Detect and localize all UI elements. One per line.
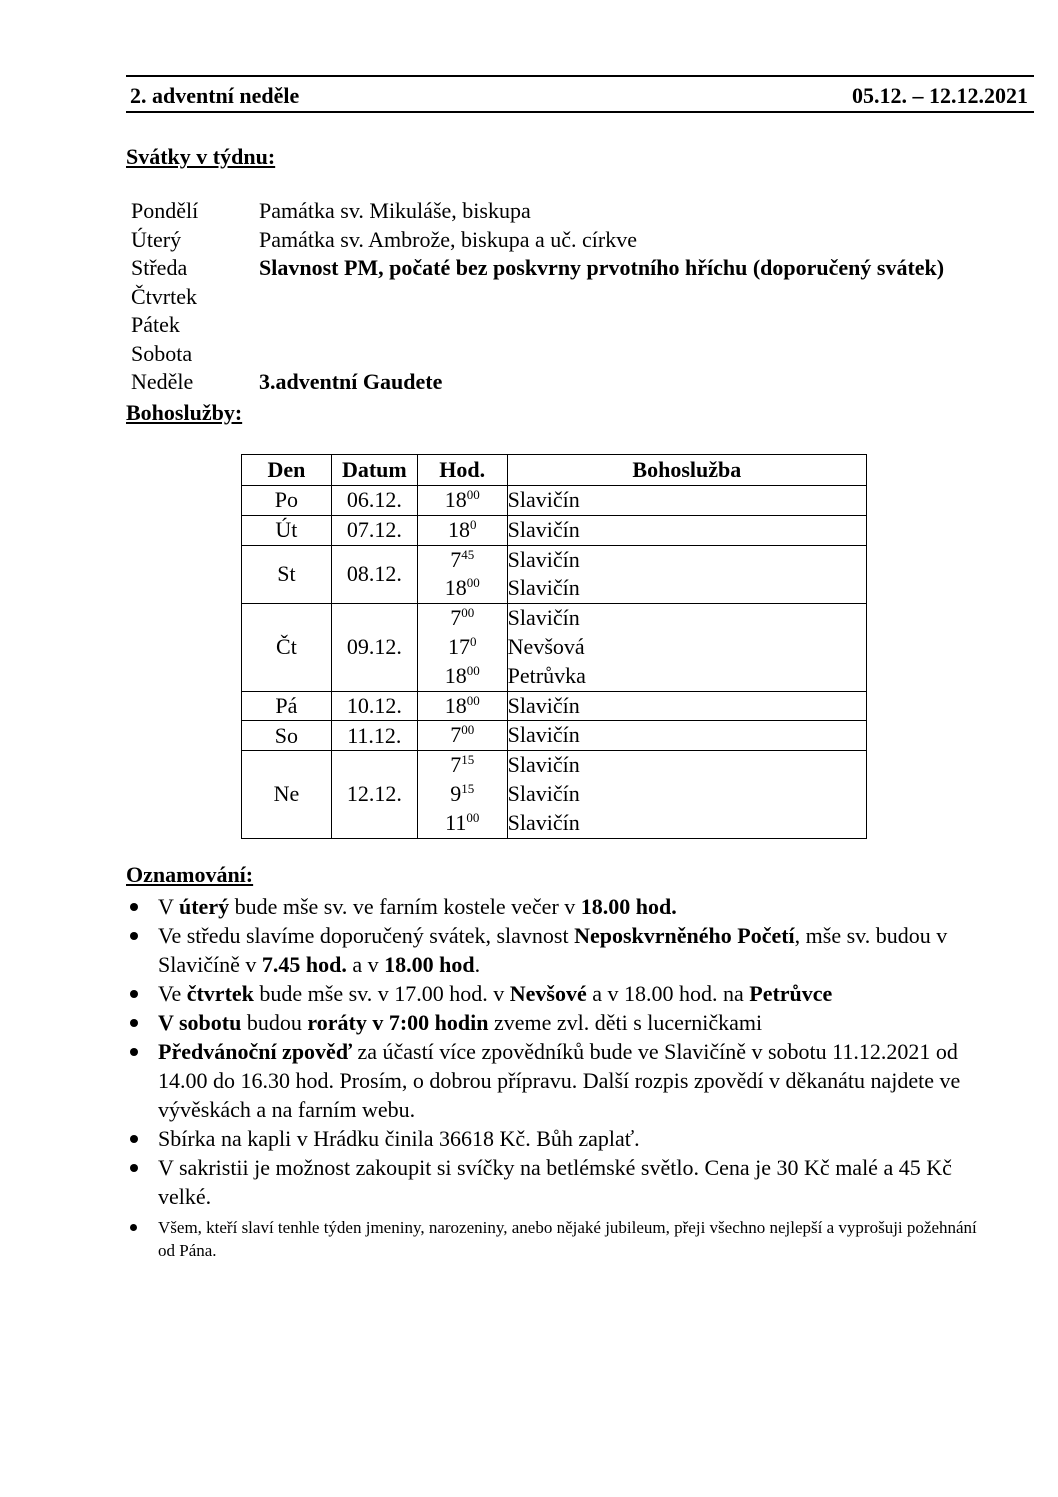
feast-day: Pátek — [131, 312, 180, 337]
feast-day: Úterý — [131, 226, 182, 252]
service-time — [418, 721, 507, 750]
time-hour: 18 — [444, 487, 467, 512]
feast-day: Neděle — [131, 369, 194, 394]
service-place: Slavičín — [507, 605, 580, 631]
time-minutes: 00 — [466, 809, 480, 825]
service-time — [418, 633, 507, 662]
time-hour: 17 — [447, 633, 470, 659]
announcement-bold-text: Předvánoční zpověď — [158, 1039, 352, 1064]
service-day: Ne — [242, 751, 332, 838]
announcement-bold-text: 18.00 hod — [384, 952, 475, 977]
time-hour: 18 — [447, 516, 470, 542]
service-hours — [417, 604, 507, 691]
announcement-text: budou — [241, 1010, 308, 1035]
table-row — [242, 604, 867, 691]
table-row — [242, 515, 867, 545]
bulletin-header — [126, 75, 1034, 113]
service-time — [418, 662, 507, 691]
announcement-text: . — [474, 952, 481, 977]
service-place: Slavičín — [507, 546, 580, 572]
service-day: Út — [242, 515, 332, 545]
time-hour: 18 — [444, 575, 467, 601]
service-time — [418, 751, 507, 780]
feast-name: Památka sv. Ambrože, biskupa a uč. církve — [259, 226, 637, 252]
time-minutes: 15 — [461, 752, 475, 768]
service-time — [418, 604, 507, 633]
service-hours — [417, 751, 507, 838]
announcement-bold-text: roráty v 7:00 hodin — [307, 1010, 489, 1035]
announcement-text: Ve středu slavíme doporučený svátek, slavnost — [158, 923, 575, 948]
announcement-item — [126, 892, 986, 921]
announcement-item — [126, 1153, 986, 1211]
announcement-text: bude mše sv. ve farním kostele večer v — [229, 894, 581, 919]
feast-day: Středa — [131, 255, 188, 280]
service-places — [507, 545, 866, 604]
column-header-date: Datum — [331, 455, 417, 486]
service-place: Slavičín — [507, 575, 580, 601]
service-date: 07.12. — [331, 515, 417, 545]
time-hour: 7 — [450, 722, 462, 748]
service-date: 12.12. — [331, 751, 417, 838]
announcement-bold-text: Nevšové — [509, 981, 587, 1006]
announcement-item — [126, 1037, 986, 1124]
service-places — [507, 721, 866, 751]
table-row — [242, 545, 867, 604]
table-row — [242, 721, 867, 751]
service-places — [507, 691, 866, 721]
feast-name: Památka sv. Mikuláše, biskupa — [259, 198, 531, 223]
service-time — [418, 692, 507, 721]
time-minutes: 0 — [469, 633, 477, 649]
announcements-list — [126, 892, 986, 1262]
time-minutes: 45 — [461, 546, 475, 562]
service-hours — [417, 515, 507, 545]
service-time — [418, 546, 507, 575]
time-hour: 7 — [450, 546, 462, 572]
announcement-text: a v — [346, 952, 385, 977]
feast-name: 3.adventní Gaudete — [259, 369, 443, 394]
feast-day: Čtvrtek — [131, 283, 197, 309]
announcement-bold-text: 18.00 hod. — [580, 894, 677, 919]
announcement-item — [126, 1008, 986, 1037]
column-header-day: Den — [242, 455, 332, 486]
service-date: 11.12. — [331, 721, 417, 751]
service-time — [418, 574, 507, 603]
table-row — [242, 751, 867, 838]
service-day: St — [242, 545, 332, 604]
service-hours — [417, 691, 507, 721]
time-minutes: 00 — [461, 605, 475, 621]
services-body — [242, 486, 867, 839]
time-hour: 11 — [445, 809, 467, 835]
time-hour: 18 — [444, 662, 467, 688]
time-minutes: 00 — [466, 662, 480, 678]
announcement-text: bude mše sv. v 17.00 hod. v — [253, 981, 510, 1006]
announcement-item — [126, 979, 986, 1008]
feast-day: Pondělí — [131, 198, 199, 223]
feasts-heading: Svátky v týdnu: — [126, 144, 276, 169]
service-day: So — [242, 721, 332, 751]
announcements-heading: Oznamování: — [126, 862, 254, 887]
announcement-text: zveme zvl. děti s lucerničkami — [488, 1010, 763, 1035]
service-place: Nevšová — [507, 633, 585, 659]
time-hour: 7 — [450, 605, 462, 631]
announcement-text: Všem, kteří slaví tenhle týden jmeniny, narozeniny, anebo nějaké jubileum, přeji všechno nejlepší a vyprošuji požehnání od Pána. — [158, 1218, 977, 1260]
announcement-bold-text: Neposkvrněného Početí — [574, 923, 795, 948]
time-minutes: 15 — [461, 780, 475, 796]
service-hours — [417, 545, 507, 604]
announcement-bold-text: V sobotu — [158, 1010, 242, 1035]
announcement-bold-text: úterý — [179, 894, 230, 919]
service-hours — [417, 486, 507, 516]
announcement-bold-text: čtvrtek — [186, 981, 254, 1006]
time-minutes: 00 — [466, 575, 480, 591]
service-place: Slavičín — [507, 722, 580, 748]
date-range: 05.12. – 12.12.2021 — [852, 83, 1028, 108]
service-time — [418, 516, 507, 545]
service-date: 06.12. — [331, 486, 417, 516]
service-day: Čt — [242, 604, 332, 691]
feast-name: Slavnost PM, počaté bez poskvrny prvotního hříchu (doporučený svátek) — [259, 255, 945, 280]
service-places — [507, 604, 866, 691]
services-table — [241, 454, 867, 839]
announcement-item — [126, 921, 986, 979]
service-place: Slavičín — [507, 516, 580, 542]
announcement-text: V sakristii je možnost zakoupit si svíčky na betlémské světlo. Cena je 30 Kč malé a 45 Kč velké. — [158, 1155, 952, 1209]
announcement-text: Ve — [158, 981, 187, 1006]
announcement-text: za účastí více zpovědníků bude ve Slavičíně v sobotu 11.12.2021 od 14.00 do 16.30 hod. Prosím, o dobrou přípravu. Další rozpis zpovědí v děkanátu najdete ve vývěskách a na farním webu. — [158, 1039, 961, 1122]
announcement-text: Sbírka na kapli v Hrádku činila 36618 Kč. Bůh zaplať. — [158, 1126, 640, 1151]
service-hours — [417, 721, 507, 751]
time-hour: 9 — [450, 780, 462, 806]
announcement-item — [126, 1216, 986, 1262]
service-place: Petrůvka — [507, 662, 586, 688]
services-heading: Bohoslužby: — [126, 400, 243, 425]
announcement-item — [126, 1124, 986, 1153]
announcement-bold-text: 7.45 hod. — [261, 952, 347, 977]
announcement-text: V — [158, 894, 179, 919]
service-time — [418, 780, 507, 809]
time-minutes: 00 — [466, 692, 480, 708]
time-hour: 18 — [444, 692, 467, 718]
table-row — [242, 691, 867, 721]
service-date: 09.12. — [331, 604, 417, 691]
column-header-service: Bohoslužba — [507, 455, 866, 486]
time-minutes: 00 — [466, 487, 480, 502]
service-time — [418, 809, 507, 838]
service-place: Slavičín — [507, 780, 580, 806]
service-place: Slavičín — [507, 809, 580, 835]
table-row — [242, 486, 867, 516]
week-title: 2. adventní neděle — [130, 83, 300, 108]
services-header-row — [242, 455, 867, 486]
service-place: Slavičín — [507, 692, 580, 718]
service-place: Slavičín — [507, 752, 580, 778]
service-places — [507, 486, 866, 516]
service-places — [507, 751, 866, 838]
time-minutes: 00 — [461, 722, 475, 738]
service-time — [418, 486, 507, 515]
service-day: Po — [242, 486, 332, 516]
service-places — [507, 515, 866, 545]
announcement-text: a v 18.00 hod. na — [586, 981, 750, 1006]
service-date: 08.12. — [331, 545, 417, 604]
announcement-bold-text: Petrůvce — [749, 981, 833, 1006]
service-date: 10.12. — [331, 691, 417, 721]
announcement-text: , mše sv. budou v Slavičíně v — [158, 923, 948, 977]
service-place: Slavičín — [507, 487, 580, 512]
feast-day: Sobota — [131, 340, 193, 366]
time-minutes: 0 — [469, 516, 477, 532]
column-header-hour: Hod. — [417, 455, 507, 486]
time-hour: 7 — [450, 752, 462, 778]
service-day: Pá — [242, 691, 332, 721]
